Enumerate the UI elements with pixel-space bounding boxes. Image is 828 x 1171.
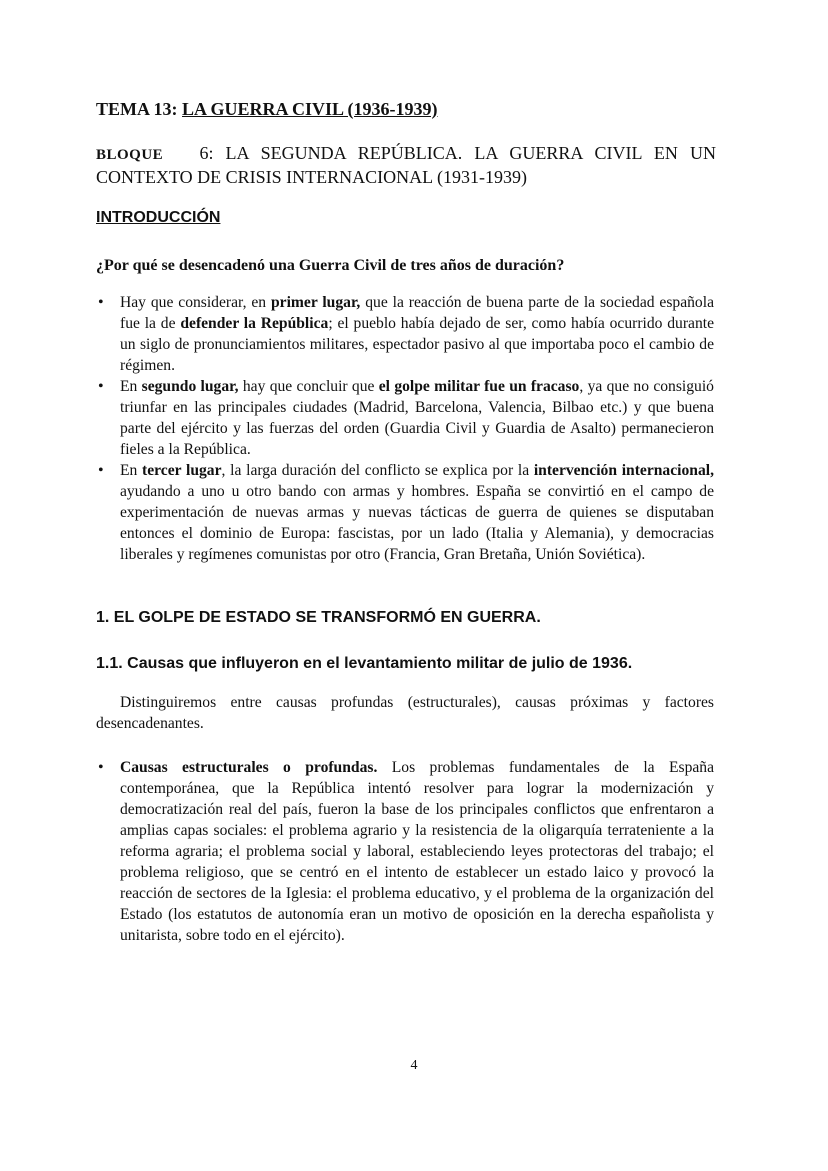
tema-title — [96, 98, 438, 120]
section-1-1-heading-run: el levantamiento — [321, 655, 457, 672]
introduccion-run: primer lugar, — [270, 294, 361, 311]
introduccion-run: ; el pueblo había dejado de ser, como había ocurrido durante un siglo de pronunciamientos militares, espectador pasivo al que importaba poco el cambio de régimen. — [120, 315, 715, 374]
section-1-1-heading-run: 1.1. Causas que influyeron en — [96, 655, 322, 672]
introduccion-run: que la reacción de buena parte de la sociedad española fue la de — [120, 294, 714, 332]
section-1-heading: 1. EL GOLPE DE ESTADO SE TRANSFORMÓ EN GUERRA. — [96, 609, 541, 626]
page-number: 4 — [410, 1058, 418, 1073]
causas-run: Los problemas fundamentales de la España contemporánea, que la República intentó resolver para lograr la modernización y democratización real del país, fueron la base de los principales conflictos que enfrentaron a amplias capas sociales: el problema agrario y la resistencia de la oligarquía terrateniente a la reforma agraria; el problema social y laboral, estableciendo leyes protectoras del trabajo; el problema religioso, que se centró en el intento de establecer un estado laico y provocó la reacción de sectores de la Iglesia: el problema educativo, y el problema de la organización del Estado (los estatutos de autonomía eran un motivo de oposición en la derecha españolista y unitarista, sobre todo en el ejército). — [120, 759, 715, 944]
section-1-1-heading-run: militar de julio de 1936. — [456, 655, 633, 672]
causas-bullet-item — [96, 757, 714, 946]
introduccion-bullet-item — [96, 460, 714, 565]
introduccion-bullet-list — [96, 292, 714, 565]
bloque-label: BLOQUE — [96, 147, 164, 163]
tema-title-text: LA GUERRA CIVIL (1936-1939) — [182, 99, 438, 119]
introduccion-run: , ya que no consiguió triunfar en las principales ciudades (Madrid, Barcelona, Valencia, Bilbao etc.) y que buena parte del ejército y las fuerzas del orden (Guardia Civil y Guardia de Asalto) permanecieron fieles a la República. — [120, 378, 714, 458]
introduccion-heading: INTRODUCCIÓN — [96, 209, 221, 226]
introduccion-bullet-item — [96, 292, 714, 376]
section-1-1-heading — [96, 654, 632, 674]
introduccion-run: el golpe militar fue un fracaso — [378, 378, 580, 395]
introduccion-bullet-item — [96, 376, 714, 460]
introduccion-run: hay que concluir que — [238, 378, 379, 395]
introduccion-run: defender la República — [180, 315, 329, 332]
bloque-heading — [96, 142, 716, 188]
bloque-text: 6: LA SEGUNDA REPÚBLICA. LA GUERRA CIVIL EN UN CONTEXTO DE CRISIS INTERNACIONAL (1931-1939) — [96, 143, 716, 187]
introduccion-run: , la larga duración del conflicto se explica por la — [221, 462, 534, 479]
causas-intro-paragraph: Distinguiremos entre causas profundas (estructurales), causas próximas y factores desencadenantes. — [96, 694, 714, 732]
introduccion-run: intervención internacional, — [533, 462, 714, 479]
causas-bullet-list — [96, 757, 714, 946]
introduccion-run: tercer lugar — [142, 462, 222, 479]
tema-prefix: TEMA 13: — [96, 99, 183, 119]
introduccion-run: Hay que considerar, en — [120, 294, 271, 311]
introduccion-run: En — [120, 462, 143, 479]
introduccion-run: En — [120, 378, 142, 395]
causas-run: Causas estructurales o profundas. — [120, 759, 378, 776]
introduccion-run: segundo lugar, — [141, 378, 239, 395]
introduccion-question: ¿Por qué se desencadenó una Guerra Civil de tres años de duración? — [96, 257, 565, 274]
introduccion-run: ayudando a uno u otro bando con armas y hombres. España se convirtió en el campo de experimentación de nuevas armas y nuevas tácticas de guerra de quienes se disputaban entonces el dominio de Europa: fascistas, por un lado (Italia y Alemania), y democracias liberales y regímenes comunistas por otro (Francia, Gran Bretaña, Unión Soviética). — [120, 483, 714, 563]
